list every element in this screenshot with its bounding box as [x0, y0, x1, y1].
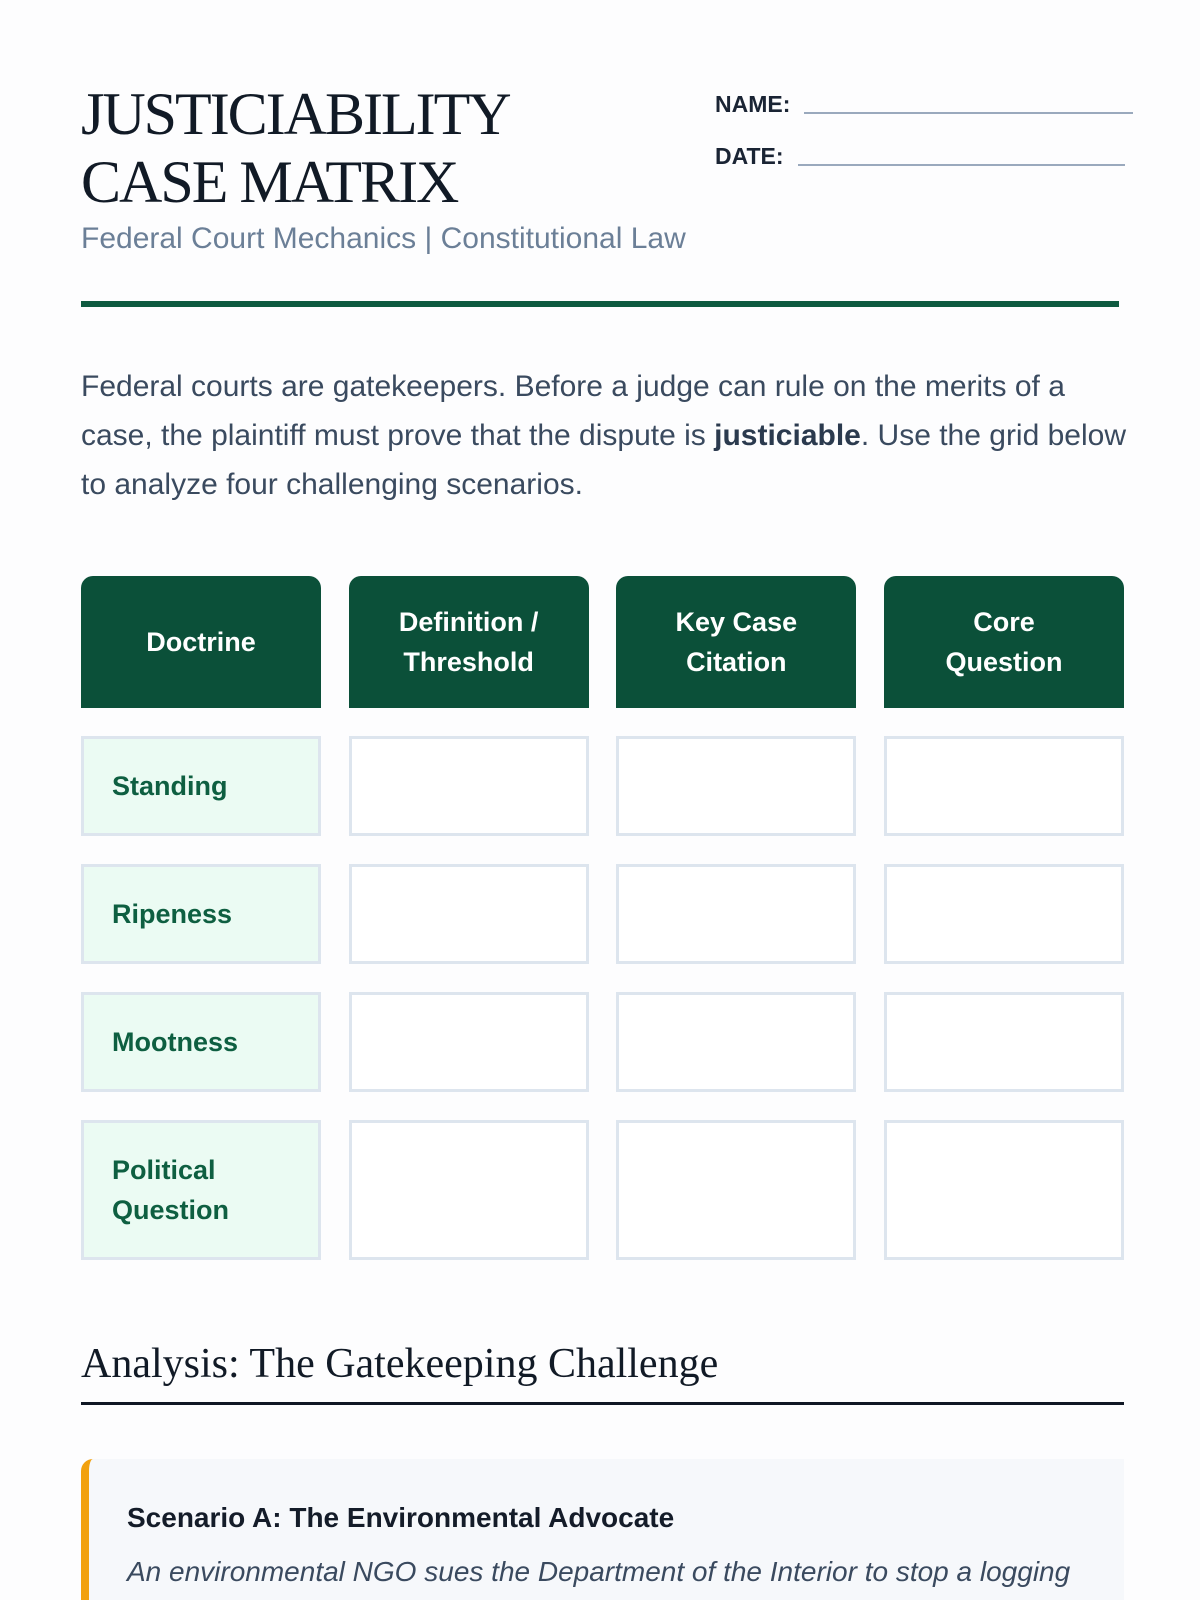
citation-cell[interactable]: [616, 864, 856, 964]
name-field[interactable]: [804, 112, 1133, 114]
citation-cell[interactable]: [616, 992, 856, 1092]
column-header-definition: Definition / Threshold: [349, 576, 589, 708]
page-subtitle: Federal Court Mechanics | Constitutional Law: [81, 222, 686, 255]
date-row: [715, 136, 1133, 168]
doctrine-label-mootness: Mootness: [81, 992, 321, 1092]
column-header-doctrine: Doctrine: [81, 576, 321, 708]
column-header-citation: Key Case Citation: [616, 576, 856, 708]
table-row: [81, 992, 1124, 1092]
scenario-a-text: An environmental NGO sues the Department of the Interior to stop a logging: [127, 1556, 1071, 1587]
matrix-header-row: [81, 576, 1124, 708]
scenario-card-a: [81, 1459, 1124, 1600]
analysis-heading: Analysis: The Gatekeeping Challenge: [81, 1341, 719, 1387]
definition-cell[interactable]: [349, 864, 589, 964]
doctrine-label-ripeness: Ripeness: [81, 864, 321, 964]
doctrine-label-political-question: Political Question: [81, 1120, 321, 1260]
citation-cell[interactable]: [616, 736, 856, 836]
question-cell[interactable]: [884, 1120, 1124, 1260]
table-row: [81, 1120, 1124, 1260]
question-cell[interactable]: [884, 736, 1124, 836]
worksheet-header: [81, 0, 1119, 308]
intro-paragraph: [81, 362, 1131, 509]
question-cell[interactable]: [884, 864, 1124, 964]
intro-text-before: Federal courts are gatekeepers. Before a judge can rule on the merits of a case, the plaintiff must prove that the dispute is: [81, 370, 1065, 452]
table-row: [81, 736, 1124, 836]
scenario-a-title: Scenario A: The Environmental Advocate: [127, 1502, 675, 1533]
doctrine-label-standing: Standing: [81, 736, 321, 836]
student-info: [715, 84, 1133, 188]
intro-emphasis: justiciable: [714, 419, 861, 452]
question-cell[interactable]: [884, 992, 1124, 1092]
header-divider: [81, 301, 1119, 307]
date-field[interactable]: [798, 164, 1125, 166]
definition-cell[interactable]: [349, 992, 589, 1092]
table-row: [81, 864, 1124, 964]
case-matrix: [81, 576, 1124, 1288]
page-title: JUSTICIABILITY CASE MATRIX: [81, 81, 508, 215]
date-label: DATE:: [715, 143, 784, 169]
citation-cell[interactable]: [616, 1120, 856, 1260]
name-row: [715, 84, 1133, 116]
intro-text-after: . Use the grid below to analyze four challenging scenarios.: [81, 419, 1126, 501]
name-label: NAME:: [715, 91, 791, 117]
analysis-divider: [81, 1402, 1124, 1405]
definition-cell[interactable]: [349, 736, 589, 836]
column-header-question: Core Question: [884, 576, 1124, 708]
definition-cell[interactable]: [349, 1120, 589, 1260]
